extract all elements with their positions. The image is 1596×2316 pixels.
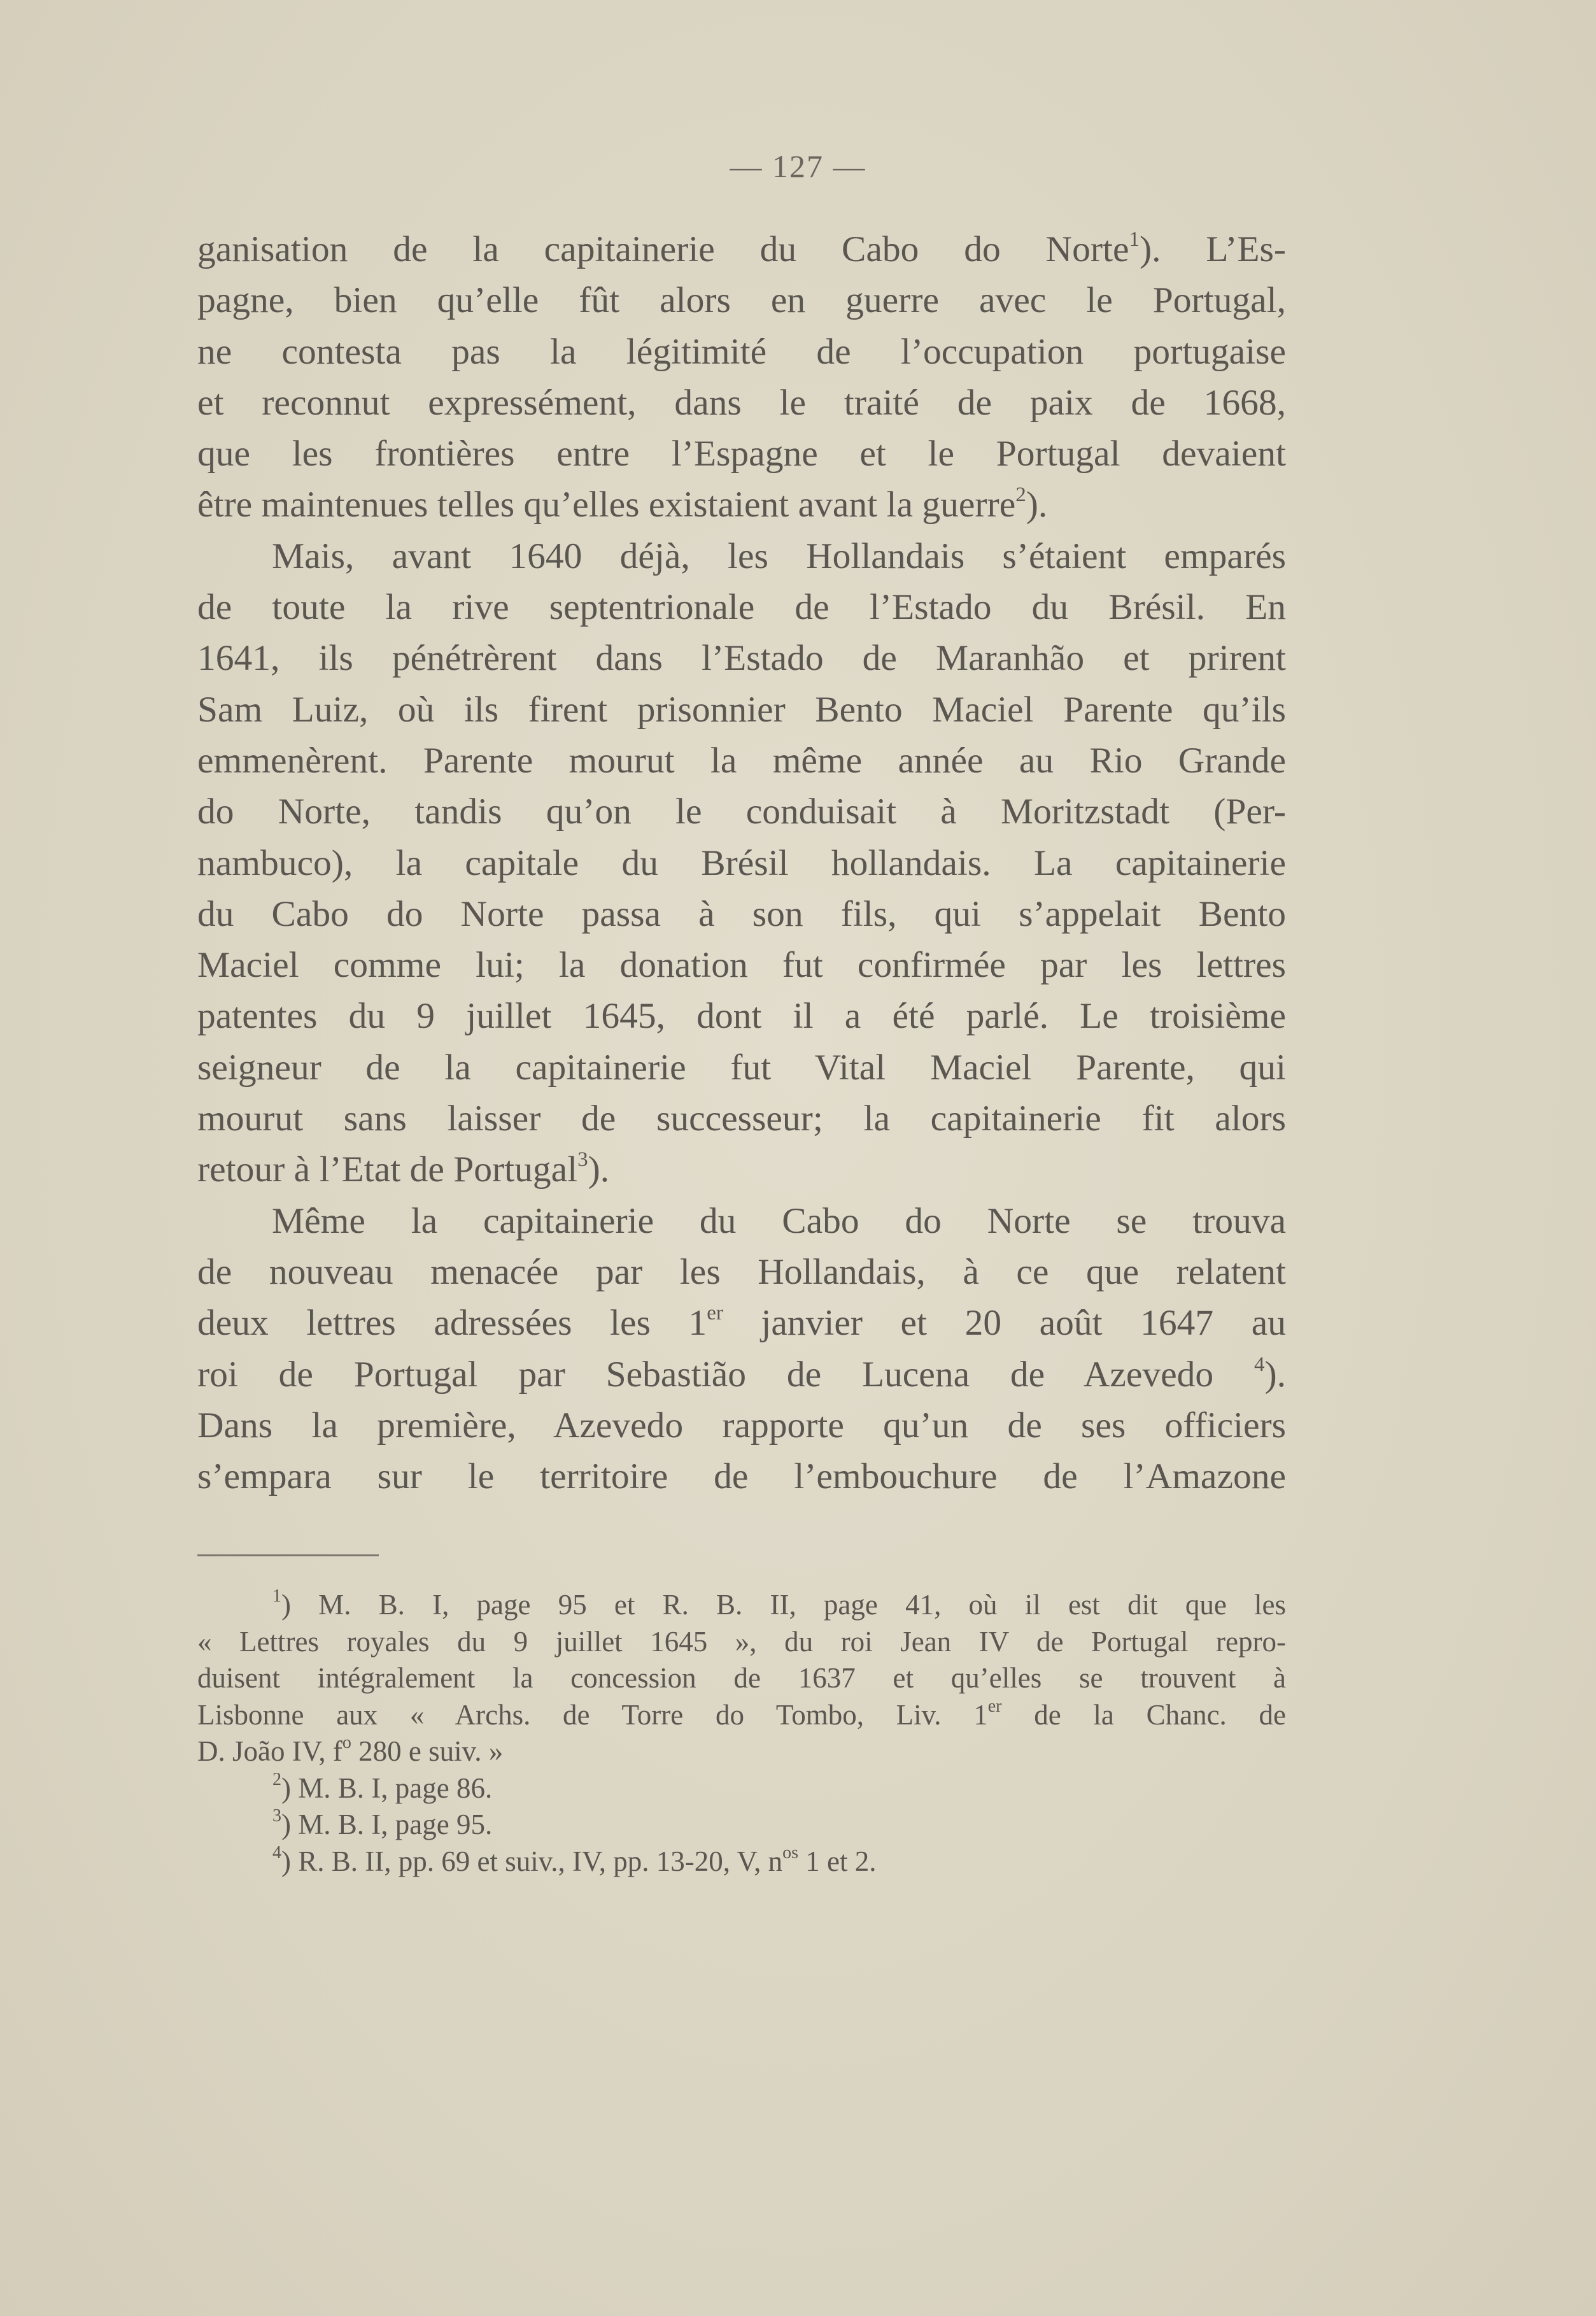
footnote-line [197,1844,1286,1880]
body-line [197,327,1286,378]
body-line [197,786,1286,837]
line-text: s’empara sur le territoire de l’embouchure de l’Amazone [197,1456,1286,1497]
footnote-text-after: 280 e suiv. » [351,1735,504,1767]
footnote-number: 4 [272,1842,281,1863]
line-text: être maintenues telles qu’elles existaient avant la guerre [197,485,1016,525]
body-line [197,1042,1286,1093]
body-line [197,1247,1286,1298]
footnote-ref: er [707,1302,723,1325]
footnote-text: ) M. B. I, page 95. [281,1808,493,1840]
footnote-number: 3 [272,1806,281,1826]
footnote-line [197,1660,1286,1697]
line-text: ganisation de la capitainerie du Cabo do Norte [197,229,1129,269]
footnote-text: ) M. B. I, page 95 et R. B. II, page 41, où il est dit que les [281,1589,1286,1621]
footnote-line [197,1697,1286,1734]
line-text: emmenèrent. Parente mourut la même année au Rio Grande [197,740,1286,781]
body-line [197,838,1286,889]
footnote-line [197,1733,1286,1770]
line-text: que les frontières entre l’Espagne et le Portugal devaient [197,434,1286,474]
line-text: Dans la première, Azevedo rapporte qu’un de ses officiers [197,1405,1286,1446]
body-line [197,429,1286,480]
line-text: Maciel comme lui; la donation fut confirmée par les lettres [197,945,1286,986]
body-line [197,480,1286,530]
body-line [197,1349,1286,1400]
footnote-line [197,1770,1286,1807]
line-text-after: janvier et 20 août 1647 au [723,1303,1286,1344]
line-text: patentes du 9 juillet 1645, dont il a été parlé. Le troisième [197,996,1286,1037]
footnote-text: duisent intégralement la concession de 1637 et qu’elles se trouvent à [197,1662,1286,1694]
line-text: du Cabo do Norte passa à son fils, qui s’appelait Bento [197,893,1286,934]
line-text-after: ). [1026,485,1048,525]
footnote-ref: 4 [1253,1353,1265,1376]
page-number: — 127 — [730,148,866,184]
line-text: ne contesta pas la légitimité de l’occupation portugaise [197,331,1286,372]
footnote-line [197,1587,1286,1624]
footnote-ref: 2 [1015,483,1026,507]
body-line [197,1298,1286,1349]
body-line [197,1144,1286,1195]
body-line [197,582,1286,633]
footnote-superscript: o [342,1733,351,1752]
footnote-text: ) M. B. I, page 86. [281,1772,493,1804]
line-text: do Norte, tandis qu’on le conduisait à Moritzstadt (Per- [197,792,1286,832]
line-text: pagne, bien qu’elle fût alors en guerre avec le Portugal, [197,280,1286,321]
footnote-superscript: er [987,1696,1002,1716]
line-text-after: ). L’Es- [1139,229,1286,269]
body-line [197,1196,1286,1247]
body-line [197,224,1286,275]
line-text: de toute la rive septentrionale de l’Estado du Brésil. En [197,587,1286,628]
line-text-after: ). [1264,1354,1286,1395]
footnote-superscript: os [782,1842,799,1863]
line-text: de nouveau menacée par les Hollandais, à ce que relatent [197,1251,1286,1292]
body-line [197,991,1286,1042]
line-text: deux lettres adressées les 1 [197,1303,707,1344]
footnote-text-after: de la Chanc. de [1001,1698,1286,1731]
footnote-separator [197,1554,379,1556]
line-text: Même la capitainerie du Cabo do Norte se trouva [272,1200,1286,1241]
line-text: nambuco), la capitale du Brésil hollandais. La capitainerie [197,842,1286,883]
body-line [197,735,1286,786]
body-line [197,889,1286,940]
line-text: Mais, avant 1640 déjà, les Hollandais s’étaient emparés [272,536,1286,576]
footnote-line [197,1624,1286,1661]
footnote-number: 1 [272,1586,281,1606]
footnote-text: ) R. B. II, pp. 69 et suiv., IV, pp. 13-20, V, n [281,1845,783,1877]
footnote-number: 2 [272,1769,281,1789]
body-line [197,275,1286,326]
footnote-text: « Lettres royales du 9 juillet 1645 », du roi Jean IV de Portugal repro- [197,1625,1286,1658]
line-text: roi de Portugal par Sebastião de Lucena de Azevedo [197,1354,1254,1395]
footnote-line [197,1807,1286,1844]
body-line [197,1093,1286,1144]
footnotes [197,1587,1286,1880]
footnote-ref: 3 [577,1148,588,1172]
body-line [197,531,1286,582]
footnote-text-after: 1 et 2. [798,1845,877,1877]
line-text: 1641, ils pénétrèrent dans l’Estado de Maranhão et prirent [197,638,1286,679]
body-line [197,1451,1286,1502]
footnote-ref: 1 [1129,228,1140,251]
line-text: seigneur de la capitainerie fut Vital Maciel Parente, qui [197,1047,1286,1088]
body-line [197,633,1286,684]
body-line [197,940,1286,991]
body-line [197,378,1286,429]
line-text-after: ). [588,1149,610,1190]
body-line [197,685,1286,735]
body-line [197,1400,1286,1451]
footnote-text: Lisbonne aux « Archs. de Torre do Tombo, Liv. 1 [197,1698,988,1731]
line-text: Sam Luiz, où ils firent prisonnier Bento Maciel Parente qu’ils [197,689,1286,730]
line-text: retour à l’Etat de Portugal [197,1149,578,1190]
body-text [197,224,1286,1502]
line-text: et reconnut expressément, dans le traité de paix de 1668, [197,382,1286,423]
line-text: mourut sans laisser de successeur; la capitainerie fit alors [197,1098,1286,1139]
footnote-text: D. João IV, f [197,1735,343,1767]
